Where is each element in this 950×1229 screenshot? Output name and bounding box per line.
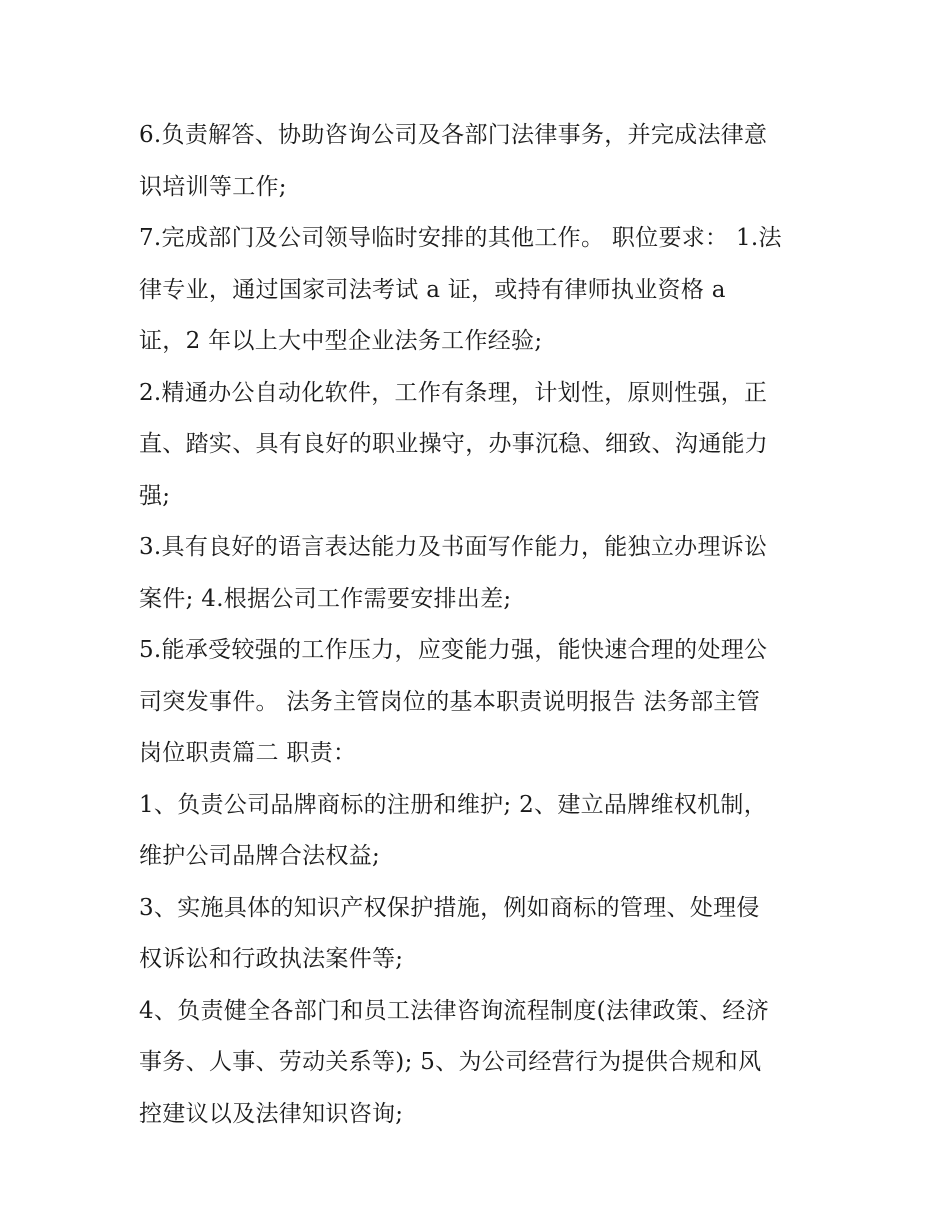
- text-line: 4、负责健全各部门和员工法律咨询流程制度(法律政策、经济: [139, 997, 770, 1024]
- text-line: 直、踏实、具有良好的职业操守，办事沉稳、细致、沟通能力: [139, 431, 769, 457]
- text-line: 律专业，通过国家司法考试 a 证，或持有律师执业资格 a: [139, 276, 726, 303]
- text-line: 7.完成部门及公司领导临时安排的其他工作。 职位要求： 1.法: [139, 225, 782, 251]
- text-line: 1、负责公司品牌商标的注册和维护; 2、建立品牌维权机制，: [139, 791, 768, 818]
- text-line: 权诉讼和行政执法案件等;: [139, 946, 404, 972]
- text-line: 强;: [139, 482, 171, 509]
- text-line: 证，2 年以上大中型企业法务工作经验;: [139, 328, 543, 354]
- text-line: 识培训等工作;: [139, 173, 287, 200]
- text-line: 控建议以及法律知识咨询;: [139, 1100, 404, 1127]
- text-line: 2.精通办公自动化软件，工作有条理，计划性，原则性强，正: [139, 379, 768, 406]
- document-body: [139, 110, 819, 1140]
- text-line: 事务、人事、劳动关系等); 5、为公司经营行为提供合规和风: [139, 1049, 762, 1075]
- text-line: 案件; 4.根据公司工作需要安排出差;: [139, 585, 512, 612]
- text-line: 岗位职责篇二 职责：: [139, 740, 357, 766]
- text-line: 司突发事件。 法务主管岗位的基本职责说明报告 法务部主管: [139, 688, 761, 715]
- text-line: 3.具有良好的语言表达能力及书面写作能力，能独立办理诉讼: [139, 534, 768, 560]
- text-line: 5.能承受较强的工作压力，应变能力强，能快速合理的处理公: [139, 637, 768, 663]
- text-line: 6.负责解答、协助咨询公司及各部门法律事务，并完成法律意: [139, 122, 768, 148]
- text-line: 3、实施具体的知识产权保护措施，例如商标的管理、处理侵: [139, 894, 760, 921]
- text-line: 维护公司品牌合法权益;: [139, 843, 381, 869]
